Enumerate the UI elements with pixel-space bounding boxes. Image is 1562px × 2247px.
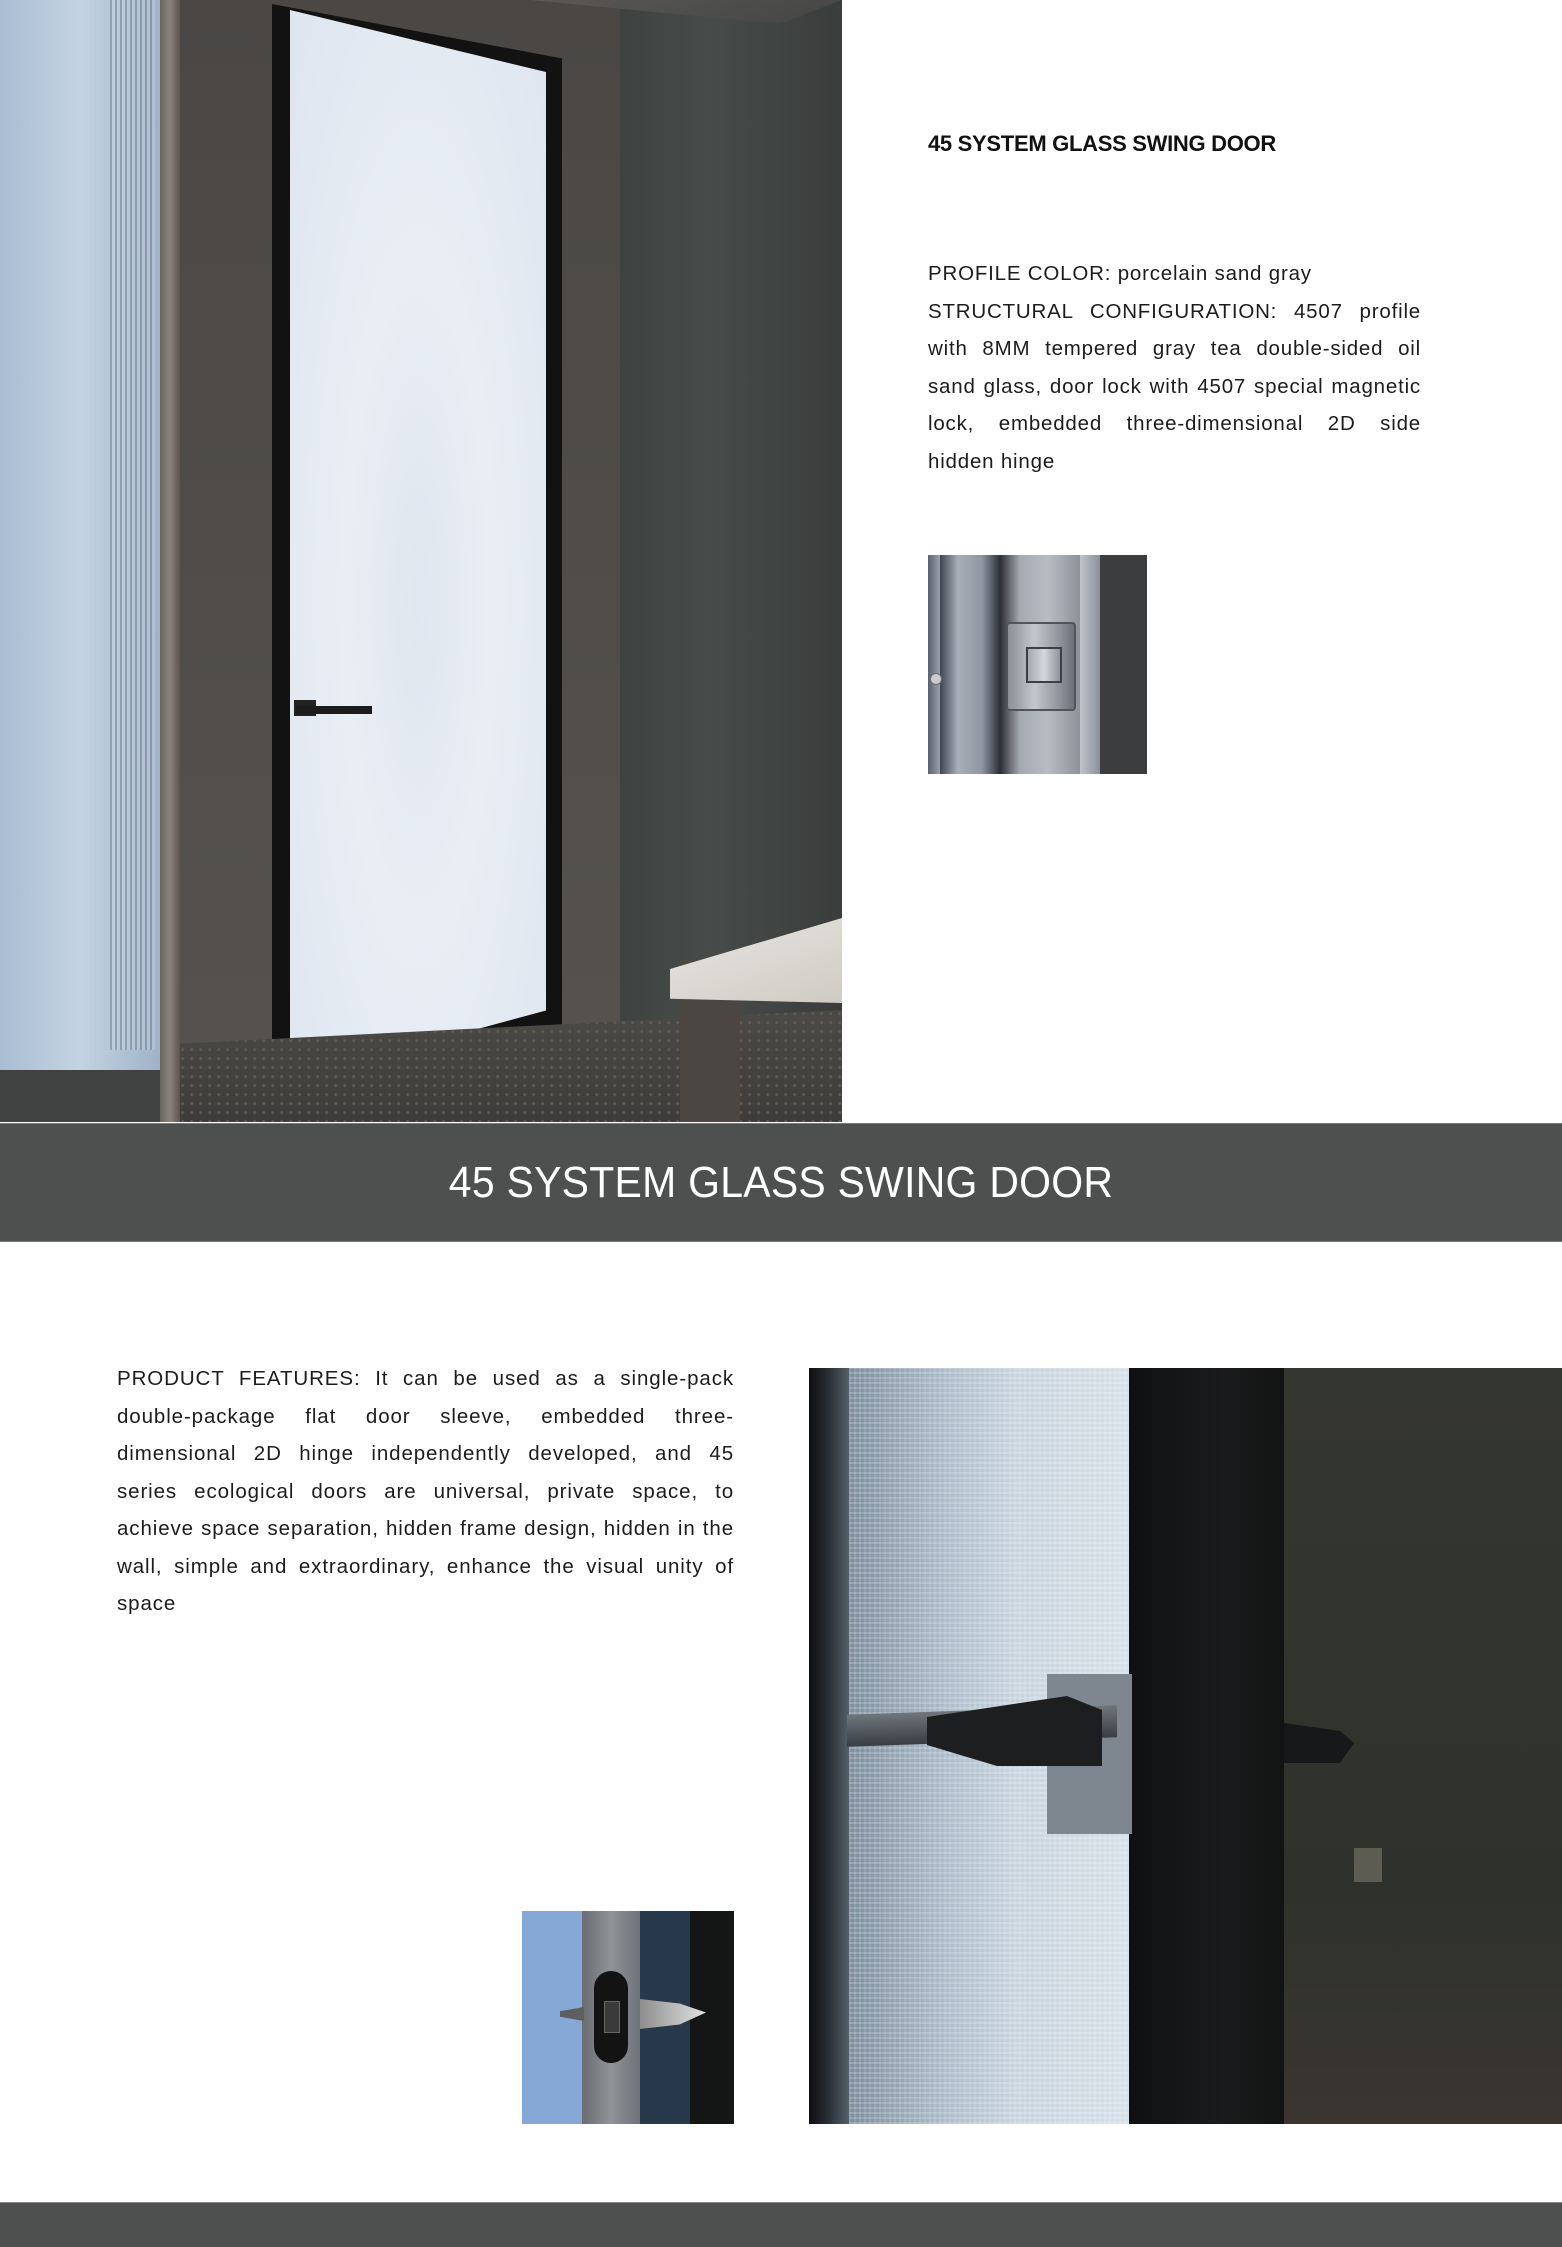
- title-banner: [0, 1123, 1562, 1242]
- spec-description: [928, 255, 1421, 480]
- structural-config-text: STRUCTURAL CONFIGURATION: 4507 profile with 8MM tempered gray tea double-sided oil sand glass, door lock with 4507 special magnetic lock, embedded three-dimensional 2D side hidden hinge: [928, 299, 1421, 473]
- frosted-door-glass: [290, 10, 546, 1080]
- lock-closeup-photo: [522, 1911, 734, 2124]
- hero-door-photo: [0, 0, 842, 1122]
- footer-band: [0, 2202, 1562, 2247]
- profile-color-text: PROFILE COLOR: porcelain sand gray: [928, 262, 1312, 285]
- hinge-closeup-photo: [928, 555, 1147, 774]
- door-profile: [1129, 1368, 1284, 2124]
- banner-title: 45 SYSTEM GLASS SWING DOOR: [448, 1158, 1114, 1207]
- product-title: 45 SYSTEM GLASS SWING DOOR: [928, 131, 1276, 156]
- ribbed-glass-panel: [0, 0, 160, 1070]
- handle-closeup-photo: [809, 1368, 1562, 2124]
- door-handle: [296, 706, 372, 714]
- product-features-text: PRODUCT FEATURES: It can be used as a single-pack double-package flat door sleeve, embedded three-dimensional 2D hinge independently developed, and 45 series ecological doors are universal, private space, to achieve space separation, hidden frame design, hidden in the wall, simple and extraordinary, enhance the visual unity of space: [117, 1367, 734, 1615]
- screw-icon: [930, 673, 942, 685]
